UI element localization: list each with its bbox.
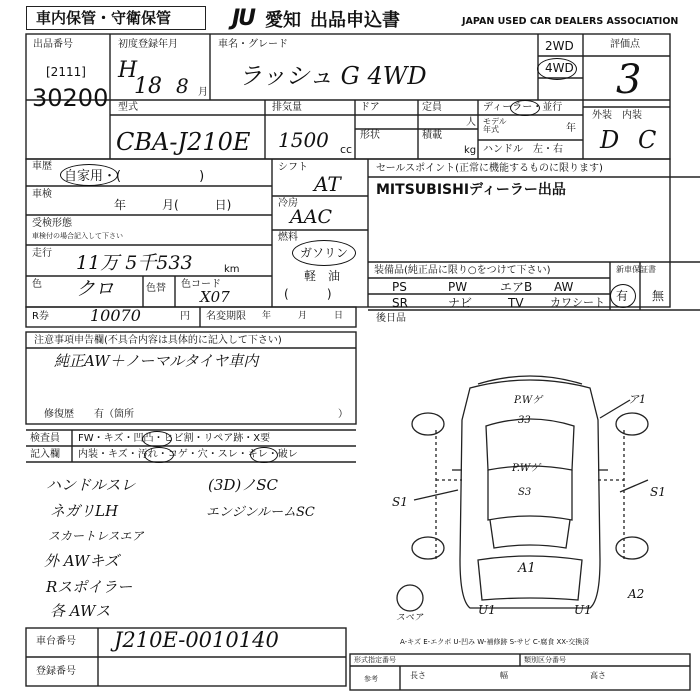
diagram-mark-front-right: ア1 — [628, 393, 646, 406]
displacement-unit: cc — [340, 143, 353, 156]
brand-text: 愛知 — [265, 10, 301, 31]
inspection-label: 車検 — [32, 189, 52, 200]
mileage-unit: km — [224, 264, 240, 275]
form-designation-label: 形式指定番号 — [354, 656, 396, 664]
width-label: 幅 — [500, 671, 508, 680]
inspector-row-1: FW・キズ・凹凸・ヒビ割・リペア跡・X要 — [78, 433, 271, 444]
model-value: CBA-J210E — [116, 128, 251, 156]
association-name: JAPAN USED CAR DEALERS ASSOCIATION — [462, 16, 679, 27]
frame-number-value: J210E-0010140 — [114, 628, 279, 652]
grade-label: 評価点 — [610, 39, 640, 50]
sales-points-label: セールスポイント(正常に機能するものに限ります) — [376, 163, 603, 174]
receipt-note: 車検付の場合記入して下さい — [32, 232, 123, 240]
diagram-mark-corner: A2 — [628, 587, 645, 601]
comment-3: スカートレスエア — [48, 529, 144, 543]
ext-int-label: 外装 内装 — [592, 110, 642, 121]
capacity-unit: 人 — [466, 117, 476, 128]
mileage-value: 11万 5千533 — [76, 252, 193, 274]
diagram-mark-spare: スペア — [396, 613, 424, 623]
history-label: 車歴 — [32, 161, 52, 172]
month-unit: 月 — [198, 87, 208, 98]
frame-number-label: 車台番号 — [36, 636, 76, 647]
cooling-value: AAC — [290, 206, 332, 228]
color-value: クロ — [76, 278, 115, 300]
capacity-label: 定員 — [422, 102, 442, 113]
equip-navi: ナビ — [448, 296, 473, 310]
load-unit: kg — [464, 145, 477, 156]
comment-4: 外 AWキズ — [44, 552, 120, 570]
comment-right-2: エンジンルームSC — [206, 505, 315, 520]
dealer-label: ディーラー・並行 — [483, 102, 563, 113]
equip-airbag: エアB — [500, 280, 533, 294]
diagram-mark-right: S1 — [650, 485, 666, 499]
equip-pw: PW — [448, 280, 468, 294]
lot-number: 30200 — [32, 84, 109, 112]
first-registration-month: 8 — [176, 74, 189, 98]
brand-logo: JU — [232, 6, 255, 31]
shift-label: シフト — [278, 162, 308, 173]
diagram-mark-rear-right: U1 — [574, 603, 592, 617]
model-label: 型式 — [118, 102, 138, 113]
handle-label: ハンドル 左・右 — [483, 144, 563, 155]
fuel-gas: ガソリン — [300, 246, 349, 260]
form-title: 出品申込書 — [310, 10, 400, 31]
drive-2wd: 2WD — [545, 39, 574, 53]
length-label: 長さ — [410, 671, 426, 680]
displacement-value: 1500 — [278, 128, 329, 152]
name-change-value: 年 月 日 — [262, 311, 344, 321]
storage-label: 車内保管・守衛保管 — [36, 9, 172, 27]
model-year-unit: 年 — [566, 123, 576, 134]
comment-right-1: (3D)ノSC — [208, 476, 279, 494]
equip-aw: AW — [554, 280, 574, 294]
lot-code: [2111] — [46, 65, 86, 79]
drive-4wd: 4WD — [545, 61, 574, 75]
diagram-mark-roof: P.Wゲ — [512, 463, 541, 474]
car-name-value: ラッシュ G 4WD — [238, 62, 427, 90]
repair-label: 修復歴 有（箇所 — [44, 409, 134, 420]
cooling-label: 冷房 — [278, 198, 298, 209]
diagram-mark-rear-left: U1 — [478, 603, 496, 617]
reference-label: 参考 — [364, 675, 378, 683]
first-registration-label: 初度登録年月 — [118, 39, 178, 50]
shift-value: AT — [314, 172, 341, 196]
warranty-no: 無 — [652, 289, 665, 303]
repair-close: ） — [338, 409, 348, 420]
diagram-mark-front: P.Wゲ — [514, 395, 543, 406]
first-registration-era: H — [118, 58, 138, 83]
diagram-mark-left: S1 — [392, 495, 408, 509]
entry-label: 記入欄 — [30, 449, 60, 460]
equipment-label: 装備品(純正品に限り○をつけて下さい) — [374, 265, 551, 276]
registration-label: 登録番号 — [36, 666, 76, 677]
warranty-label: 新車保証書 — [616, 265, 656, 274]
color-tone-label: 色替 — [146, 283, 166, 294]
warranty-yes: 有 — [616, 289, 629, 303]
comment-5: Rスポイラー — [46, 578, 133, 596]
color-label: 色 — [32, 279, 42, 290]
recycle-unit: 円 — [180, 311, 190, 322]
height-label: 高さ — [590, 671, 606, 680]
mileage-label: 走行 — [32, 248, 52, 259]
exterior-grade: D — [600, 126, 620, 154]
comment-1: ハンドルスレ — [46, 476, 136, 494]
diagram-mark-front-code: 33 — [518, 415, 531, 426]
color-code-value: X07 — [200, 288, 230, 306]
sales-points-value: MITSUBISHIディーラー出品 — [376, 182, 566, 198]
first-registration-year: 18 — [134, 74, 162, 99]
displacement-label: 排気量 — [272, 102, 302, 113]
category-label: 類別区分番号 — [524, 656, 566, 664]
notes-line-1: 純正AW＋ノーマルタイヤ車内 — [54, 352, 259, 370]
color-code-label: 色コード — [181, 279, 221, 290]
shape-label: 形状 — [360, 130, 380, 141]
load-label: 積載 — [422, 130, 442, 141]
receipt-label: 受検形態 — [32, 218, 72, 229]
inspection-value: 年 月( 日) — [114, 198, 232, 212]
equip-tv: TV — [508, 296, 524, 310]
diagram-mark-rear: A1 — [518, 561, 536, 576]
grade-value: 3 — [616, 57, 642, 103]
comment-6: 各 AWス — [50, 602, 111, 620]
door-label: ドア — [360, 102, 380, 113]
equip-sr: SR — [392, 296, 408, 310]
rear-item-label: 後日品 — [376, 313, 406, 324]
fuel-label: 燃料 — [278, 232, 298, 243]
fuel-bracket: ( ) — [284, 287, 332, 301]
recycle-label: R券 — [32, 311, 49, 322]
inspector-row-2: 内装・キズ・汚れ・コゲ・穴・スレ・キレ・破レ — [78, 449, 298, 460]
model-year-label: モデル 年式 — [483, 117, 507, 134]
recycle-value: 10070 — [90, 306, 141, 325]
interior-grade: C — [638, 126, 657, 154]
fuel-diesel: 軽 油 — [304, 269, 341, 283]
history-value: 自家用・( ) — [64, 169, 205, 184]
name-change-label: 名変期限 — [206, 311, 246, 322]
lot-number-label: 出品番号 — [33, 39, 73, 50]
equip-leather: カワシート — [550, 296, 605, 309]
car-name-label: 車名・グレード — [218, 39, 288, 50]
inspector-label: 検査員 — [30, 433, 60, 444]
comment-2: ネガリLH — [50, 502, 119, 520]
diagram-mark-roof-code: S3 — [518, 487, 532, 498]
damage-legend: A-キズ E-エクボ U-凹み W-補修跡 S-サビ C-腐食 XX-交換済 — [400, 638, 590, 646]
equip-ps: PS — [392, 280, 407, 294]
notes-label: 注意事項申告欄(不具合内容は具体的に記入して下さい) — [34, 335, 282, 346]
